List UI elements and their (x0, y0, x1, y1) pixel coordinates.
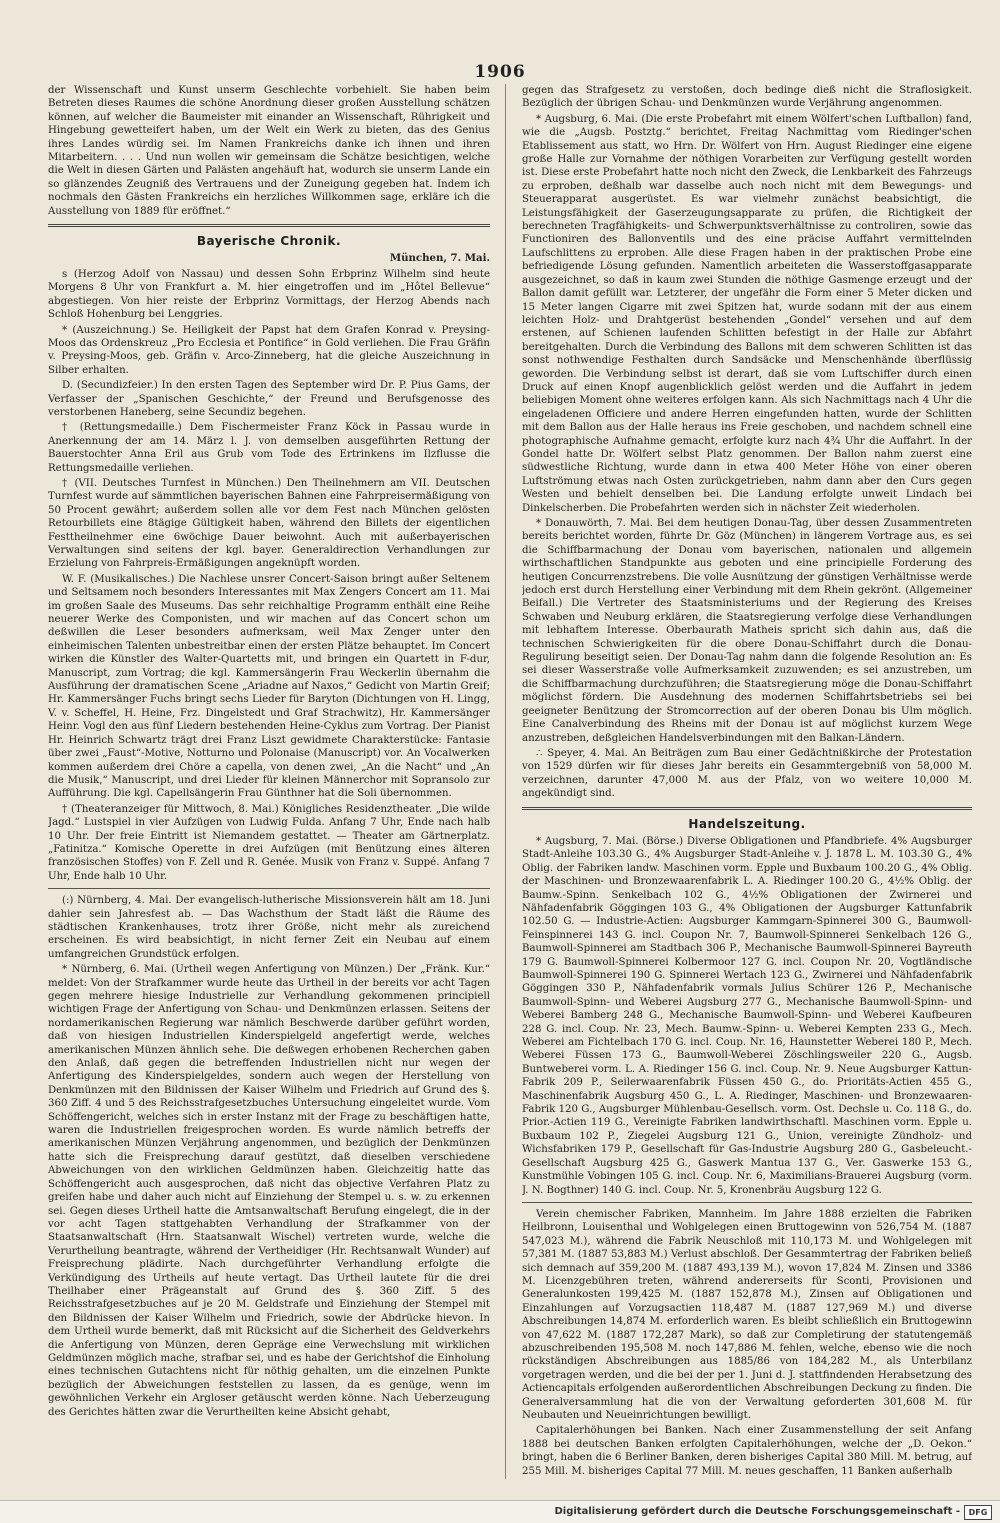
intro-paragraph: der Wissenschaft und Kunst unserm Geschlechte vorbehielt. Sie haben beim Betreten dieses Raumes die schöne Anordnung dieser großen Ausstellung schätzen können, auf welcher die Baumeister mit einander an Wissenschaft, Rührigkeit und Hingebung gewetteifert haben, um der Welt ein Werk zu bieten, das des Genius ihres Landes würdig sei. Im Namen Frankreichs danke ich ihnen und ihren Mitarbeitern. . . . Und nun wollen wir gemeinsam die Schätze besichtigen, welche die Welt in diesen Gärten und Palästen angehäuft hat, wodurch sie unserm Lande ein so glänzendes Zeugniß des Vertrauens und der Zuneigung gegeben hat. Indem ich nochmals den Gästen Frankreichs ein herzliches Willkommen sage, erkläre ich die Ausstellung von 1889 für eröffnet.“ (48, 85, 490, 217)
article-paragraph: gegen das Strafgesetz zu verstoßen, doch bedinge dieß nicht die Straflosigkeit. Bezüglich der übrigen Schau- und Denkmünzen wurde Verjährung angenommen. (522, 85, 972, 110)
article-divider (48, 888, 490, 889)
article-paragraph: (:) Nürnberg, 4. Mai. Der evangelisch-lutherische Missionsverein hält am 18. Juni dahier sein Jahresfest ab. — Das Wachsthum der Stadt läßt die Räume des städtischen Krankenhauses, trotz ihrer Größe, nicht mehr als zureichend erscheinen. Es wird beabsichtigt, in nicht ferner Zeit ein Neubau auf einem umfangreichen Grundstück erfolgen. (48, 895, 490, 960)
article-paragraph: D. (Secundizfeier.) In den ersten Tagen des September wird Dr. P. Pius Gams, der Verfasser der „Spanischen Geschichte,“ der Freund und Berufsgenosse des verstorbenen Haneberg, seine Secundiz begehen. (48, 380, 490, 418)
column-divider (505, 84, 506, 1479)
article-paragraph: Capitalerhöhungen bei Banken. Nach einer Zusammenstellung der seit Anfang 1888 bei deutschen Banken erfolgten Capitalerhöhungen, welche der „D. Oekon.“ bringt, haben die 6 Berliner Banken, deren bisheriges Capital 380 Mill. M. betrug, auf 255 Mill. M. bisheriges Capital 77 Mill. M. neues geschaffen, 11 Banken außerhalb (522, 1425, 972, 1477)
right-column (522, 84, 972, 1479)
dfg-logo-icon: DFG (964, 1505, 992, 1520)
footer-text: Digitalisierung gefördert durch die Deutsche Forschungsgemeinschaft - (554, 1506, 960, 1517)
article-paragraph: † (Rettungsmedaille.) Dem Fischermeister Franz Köck in Passau wurde in Anerkennung der am 14. März l. J. von demselben ausgeführten Rettung der Bauerstochter Anna Eril aus Grub vom Tode des Ertrinkens im Ilzflusse die Rettungsmedaille verliehen. (48, 422, 490, 474)
article-paragraph: * Donauwörth, 7. Mai. Bei dem heutigen Donau-Tag, über dessen Zusammentreten bereits berichtet worden, führte Dr. Göz (München) in längerem Vortrage aus, es sei die Schiffbarmachung der Donau vom bayerischen, nationalen und allgemein wirthschaftlichen Standpunkte aus geboten und eine principielle Forderung des heutigen Concurrenzstrebens. Die volle Ausnützung der günstigen Verhältnisse werde jedoch erst durch Herstellung einer Verbindung mit dem Rhein gekrönt. (Allgemeiner Beifall.) Die Vertreter des Staatsministeriums und der Regierung des Kreises Schwaben und Neuburg erklären, die Staatsregierung verfolge diese Verhandlungen mit lebhaftem Interesse. Oberbaurath Matheis spricht sich dahin aus, daß die technischen Schwierigkeiten für die obere Donau-Schiffahrt durch die Donau-Regulirung beseitigt seien. Der Donau-Tag nahm dann die folgende Resolution an: Es sei dieser Wasserstraße volle Aufmerksamkeit zuzuwenden; es sei anzustreben, um die Schiffbarmachung durchzuführen; die Staatsregierung möge die Donau-Schiffahrt möglichst fördern. Die Ausdehnung des modernen Schiffahrtsbetriebs sei bei geeigneter Benützung der Stromcorrection auf der oberen Donau bis Ulm möglich. Eine Canalverbindung des Rheins mit der Donau ist auf möglichst kurzem Wege anzustreben, deßgleichen Handelsverbindungen mit den Balkan-Ländern. (522, 518, 972, 744)
article-paragraph: * Nürnberg, 6. Mai. (Urtheil wegen Anfertigung von Münzen.) Der „Fränk. Kur.“ meldet: Von der Strafkammer wurde heute das Urtheil in der bereits vor acht Tagen gegen mehrere hiesige Industrielle zur Verhandlung gekommenen principiell wichtigen Frage der Anfertigung von Schau- und Denkmünzen erlassen. Seitens der nordamerikanischen Regierung war nämlich Beschwerde darüber geführt worden, daß von hiesigen Industriellen Kinderspielgeld angefertigt werde, welches amerikanischen Münzen ähnlich sehe. Die deßwegen erhobenen Recherchen gaben den Anlaß, daß gegen die betreffenden Industriellen nicht nur wegen der Anfertigung des Kinderspielgeldes, sondern auch wegen der Herstellung von Denkmünzen mit den Bildnissen der Kaiser Wilhelm und Friedrich auf Grund des §. 360 Ziff. 4 und 5 des Reichsstrafgesetzbuches Untersuchung eingeleitet wurde. Vom Schöffengericht, welches sich in erster Instanz mit der Frage zu beschäftigen hatte, waren die Industriellen freigesprochen worden. Es wurde nämlich betreffs der amerikanischen Münzen Verjährung angenommen, und bezüglich der Denkmünzen hatte sich die Freisprechung darauf gestützt, daß dieselben verschiedene Abweichungen von den wirklichen Geldmünzen haben. Gleichzeitig hatte das Schöffengericht auch ausgesprochen, daß nicht das objective Verfahren Platz zu greifen habe und daher auch nicht auf Einziehung der Stempel u. s. w. zu erkennen sei. Gegen dieses Urtheil hatte die Amtsanwaltschaft Berufung eingelegt, die in der vor acht Tagen stattgehabten Verhandlung der Strafkammer von der Staatsanwaltschaft (Hrn. Staatsanwalt Wischel) vertreten wurde, welche die Verurtheilung beantragte, während der Vertheidiger (Hr. Rechtsanwalt Wunder) auf Freisprechung plädirte. Nach durchgeführter Verhandlung erfolgte die Verkündigung des Urtheils auf heute vertagt. Das Urtheil lautete für die drei Theilhaber einer Prägeanstalt auf Grund des §. 360 Ziff. 5 des Reichsstrafgesetzbuches auf je 20 M. Geldstrafe und Einziehung der Stempel mit den Bildnissen der Kaiser Wilhelm und Friedrich, sowie der Abdrücke hievon. In dem Urtheil wurde bemerkt, daß mit Rücksicht auf die Sicherheit des Geldverkehrs die Anfertigung von Münzen, deren Gepräge eine Verwechslung mit wirklichen Geldmünzen möglich mache, strafbar sei, und es habe der Gerichtshof die Einholung eines technischen Gutachtens nicht für nöthig gehalten, um die einzelnen Punkte bezüglich der Abweichungen feststellen zu lassen, da es genüge, wenn im gewöhnlichen Verkehr ein Argloser getäuscht werden könne. Nach Ueberzeugung des Gerichtes hätten zwar die Verurtheilten keine Absicht gehabt, (48, 964, 490, 1418)
page-number: 1906 (474, 62, 526, 82)
article-paragraph: * (Auszeichnung.) Se. Heiligkeit der Papst hat dem Grafen Konrad v. Preysing-Moos das Ordenskreuz „Pro Ecclesia et Pontifice“ in Gold verliehen. Die Frau Gräfin v. Preysing-Moos, geb. Gräfin v. Arco-Zinneberg, hat die gleiche Auszeichnung in Silber erhalten. (48, 324, 490, 376)
chronik-heading: Bayerische Chronik. (196, 234, 342, 249)
article-paragraph: s (Herzog Adolf von Nassau) und dessen Sohn Erbprinz Wilhelm sind heute Morgens 8 Uhr von Frankfurt a. M. hier eingetroffen und im „Hôtel Bellevue“ abgestiegen. Von hier reiste der Erbprinz Vormittags, der Herzog Abends nach Schloß Hohenburg bei Lenggries. (48, 268, 490, 321)
left-column (48, 84, 490, 1479)
chronik-dateline: München, 7. Mai. (389, 252, 490, 265)
article-paragraph: † (VII. Deutsches Turnfest in München.) Den Theilnehmern am VII. Deutschen Turnfest wurde auf sämmtlichen bayerischen Bahnen eine Fahrpreisermäßigung von 50 Procent gewährt; außerdem sollen alle vor dem Fest nach München gelösten Retourbillets eine 8tägige Gültigkeit haben, während den Billets der eigentlichen Festtheilnehmer eine 6wöchige Dauer beiwohnt. Auch mit außerbayerischen Verwaltungen sind seitens der kgl. bayer. Generaldirection Verhandlungen zur Erzielung von Fahrpreis-Ermäßigungen angeknüpft worden. (48, 477, 490, 570)
section-divider (48, 224, 490, 227)
article-paragraph: ∴ Speyer, 4. Mai. An Beiträgen zum Bau einer Gedächtnißkirche der Protestation von 1529 dürfen wir für dieses Jahr bereits ein Gesammtergebniß von 58,000 M. verzeichnen, darunter 47,000 M. aus der Pfalz, von wo weitere 10,000 M. angekündigt sind. (522, 747, 972, 800)
section-divider (522, 807, 972, 810)
digitization-footer (0, 1500, 1000, 1523)
article-paragraph: W. F. (Musikalisches.) Die Nachlese unsrer Concert-Saison bringt außer Seltenem und Seltsamem noch besonders Interessantes mit Max Zengers Concert am 11. Mai im großen Saale des Museums. Das sehr reichhaltige Programm enthält eine Reihe neuerer Werke des Componisten, und wir machen auf das Concert schon um deßwillen die Leser besonders aufmerksam, weil Max Zenger unter den einheimischen Talenten unbestreitbar einen der ersten Plätze behauptet. Im Concert wirken die Künstler des Walter-Quartetts mit, und bringen ein Quartett in F-dur, Manuscript, zum Vortrag; die kgl. Kammersängerin Frau Weckerlin übernahm die Ausführung der dramatischen Scene „Ariadne auf Naxos,“ Gedicht von Martin Greif; Hr. Kammersänger Fuchs bringt sechs Lieder für Baryton (Dichtungen von H. Lingg, V. v. Scheffel, H. Heine, Frz. Dingelstedt und Graf Strachwitz), Hr. Kammersänger Heinr. Vogl den aus fünf Liedern bestehenden Heine-Cyklus zum Vortrag. Der Pianist Hr. Heinrich Schwartz trägt drei Franz Liszt gewidmete Charakterstücke: Fantasie über zwei „Faust“-Motive, Notturno und Polonaise (Manuscript) vor. An Vocalwerken kommen außerdem drei Chöre a capella, von denen zwei, „An die Nacht“ und „An die Musik,“ Manuscript, und drei Lieder für kleinen Männerchor mit Sopransolo zur Aufführung. Die kgl. Capellsängerin Frau Günthner hat die Soli übernommen. (48, 573, 490, 800)
article-paragraph: Verein chemischer Fabriken, Mannheim. Im Jahre 1888 erzielten die Fabriken Heilbronn, Louisenthal und Wohlgelegen einen Bruttogewinn von 526,754 M. (1887 547,023 M.), während die Fabrik Neuschloß mit 110,173 M. und Wohlgelegen mit 57,381 M. (1887 53,883 M.) Verlust abschloß. Der Gesammtertrag der Fabriken beließ sich demnach auf 359,200 M. (1887 493,139 M.), wovon 17,824 M. Zinsen und 3386 M. Licenzgebühren treten, während andererseits für Sconti, Provisionen und Generalunkosten 199,425 M. (1887 152,878 M.), Zinsen auf Obligationen und Einzahlungen auf Vorzugsactien 118,487 M. (1887 127,969 M.) und diverse Abschreibungen 14,874 M. erforderlich waren. Es bleibt schließlich ein Bruttogewinn von 47,622 M. (1887 172,287 Mark), so daß zur Completirung der statutengemäß abzuschreibenden 195,508 M. noch 147,886 M. fehlen, welche, ebenso wie die noch rückständigen Abschreibungen aus 1885/86 von 184,282 M., als Unterbilanz vorgetragen werden, und die bei der per 1. Juni d. J. stattfindenden Herabsetzung des Actiencapitals erfolgenden außerordentlichen Abschreibungen Deckung zu finden. Die Generalversammlung hat die von der Verwaltung geforderten 301,608 M. für Neubauten und Neueinrichtungen bewilligt. (522, 1208, 972, 1421)
article-paragraph: * Augsburg, 6. Mai. (Die erste Probefahrt mit einem Wölfert'schen Luftballon) fand, wie die „Augsb. Postztg.“ berichtet, Freitag Nachmittag vom Riedinger'schen Etablissement aus statt, wo Hrn. Dr. Wölfert von Hrn. August Riedinger eine eigene große Halle zur Vornahme der nöthigen Vorarbeiten zur Verfügung gestellt worden ist. Diese erste Probefahrt hatte noch nicht den Zweck, die Lenkbarkeit des Fahrzeugs zu erproben, deßhalb war dasselbe auch noch nicht mit dem Bewegungs- und Steuerapparat ausgerüstet. Es war vielmehr zunächst beabsichtigt, die Leistungsfähigkeit der Gaserzeugungsapparate zu prüfen, die Richtigkeit der berechneten Tragfähigkeits- und Schwerpunktsverhältnisse zu controliren, sowie das Functioniren des Ballonventils und des eine präcise Auffahrt vermittelnden Laufschlittens zu erproben. Alle diese Fragen haben in der praktischen Probe eine befriedigende Lösung gefunden. Namentlich arbeiteten die Wasserstoffgasapparate ausgezeichnet, so daß in kaum zwei Stunden die nöthige Gasmenge erzeugt und der Ballon damit gefüllt war. Letzterer, der ungefähr die Form einer 5 Meter dicken und 15 Meter langen Cigarre mit zwei Spitzen hat, wurde sodann mit der aus einem leichten Holz- und Drahtgerüst bestehenden „Gondel“ versehen und auf dem erstenen, auf Schienen laufenden Schlitten befestigt in der Halle zur Abfahrt bereitgehalten. Durch die Verbindung des Ballons mit dem schweren Schlitten ist das sonst nothwendige Festhalten durch Sandsäcke und Menschenhände überflüssig geworden. Die Verbindung selbst ist derart, daß sie vom Luftschiffer durch einen Druck auf einen Knopf augenblicklich gelöst werden und die Auffahrt in jedem beliebigen Moment ohne weiteres erfolgen kann. Als sich Nachmittags nach 4 Uhr die eingeladenen Officiere und andere Herren eingefunden hatten, wurde der Schlitten mit dem Ballon aus der Halle heraus ins Freie geschoben, und nachdem schnell eine photographische Aufnahme gemacht, erfolgte kurz nach 4¾ Uhr die Auffahrt. In der Gondel hatte Dr. Wölfert selbst Platz genommen. Der Ballon nahm zuerst eine südwestliche Richtung, wurde dann in etwa 400 Meter Höhe von einer oberen Luftströmung etwas nach Osten zurückgetrieben, nahm dann aber den Curs gegen Westen und behielt denselben bei. Die Landung erfolgte unweit Lindach bei Dinkelscherben. Die Probefahrten werden sich in nächster Zeit wiederholen. (522, 113, 972, 514)
article-divider (522, 1202, 972, 1203)
article-paragraph: * Augsburg, 7. Mai. (Börse.) Diverse Obligationen und Pfandbriefe. 4% Augsburger Stadt-Anleihe 103.30 G., 4% Augsburger Stadt-Anleihe v. J. 1878 L. M. 103.30 G., 4% Oblig. der Fabriken landw. Maschinen vorm. Epple und Buxbaum 100.20 G., 4% Oblig. der Maschinen- und Bronzewaarenfabrik L. A. Riedinger 100.20 G., 4½% Oblig. der Baumw.-Spinn. Senkelbach 102 G., 4½% Obligationen der Zwirnerei und Nähfadenfabrik Göggingen 103 G., 4% Obligationen der Augsburger Kattunfabrik 102.50 G. — Industrie-Actien: Augsburger Kammgarn-Spinnerei 300 G., Baumwoll-Feinspinnerei 143 G. incl. Coupon Nr. 7, Baumwoll-Spinnerei Senkelbach 126 G., Baumwoll-Spinnerei am Stadtbach 306 P., Mechanische Baumwoll-Spinnerei Bayreuth 179 G. Baumwoll-Spinnerei Kolbermoor 127 G. incl. Coupon Nr. 20, Vogtländische Baumwoll-Spinnerei 190 G. Spinnerei Wertach 123 G., Zwirnerei und Nähfadenfabrik Göggingen 330 P., Nähfadenfabrik vormals Julius Schürer 126 P., Mechanische Baumwoll-Spinn- und Weberei Augsburg 277 G., Mechanische Baumwoll-Spinn- und Weberei Bamberg 248 G., Mechanische Baumwoll-Spinn- und Weberei Kaufbeuren 228 G. incl. Coup. Nr. 23, Mech. Baumw.-Spinn- u. Weberei Kempten 233 G., Mech. Weberei am Fichtelbach 170 G. incl. Coup. Nr. 16, Haunstetter Weberei 180 P., Mech. Weberei Füssen 173 G., Baumwoll-Weberei Zöschlingsweiler 220 G., Augsb. Buntweberei vorm. L. A. Riedinger 156 G. incl. Coup. Nr. 9. Neue Augsburger Kattun-Fabrik 209 P., Seilerwaarenfabrik Füssen 450 G., do. Prioritäts-Actien 455 G., Maschinenfabrik Augsburg 450 G., L. A. Riedinger, Maschinen- und Bronzewaaren-Fabrik 120 G., Augsburger Mühlenbau-Gesellsch. vorm. Ost. Dechsle u. Co. 118 G., do. Prior.-Actien 119 G., Vereinigte Fabriken landwirthschaftl. Maschinen vorm. Epple u. Buxbaum 102 P., Ziegelei Augsburg 121 G., Union, vereinigte Zündholz- und Wichsfabriken 179 P., Gesellschaft für Gas-Industrie Augsburg 280 G., Gasbeleucht.-Gesellschaft Augsburg 425 G., Gaswerk Mantua 137 G., Ver. Gaswerke 153 G., Kunstmühle Vobingen 105 G. incl. Coup. Nr. 6, Maximilians-Brauerei Augsburg (vorm. J. N. Bogthner) 140 G. incl. Coup. Nr. 5, Kronenbräu Augsburg 122 G. (522, 835, 972, 1196)
handel-heading: Handelszeitung. (688, 816, 806, 831)
article-paragraph: † (Theateranzeiger für Mittwoch, 8. Mai.) Königliches Residenztheater. „Die wilde Jagd.“ Lustspiel in vier Aufzügen von Ludwig Fulda. Anfang 7 Uhr, Ende nach halb 10 Uhr. Der freie Eintritt ist Niemandem gestattet. — Theater am Gärtnerplatz. „Fatinitza.“ Komische Operette in drei Aufzügen (mit Benützung eines älteren französischen Stoffes) von F. Zell und R. Genée. Musik von Franz v. Suppé. Anfang 7 Uhr, Ende halb 10 Uhr. (48, 803, 490, 882)
